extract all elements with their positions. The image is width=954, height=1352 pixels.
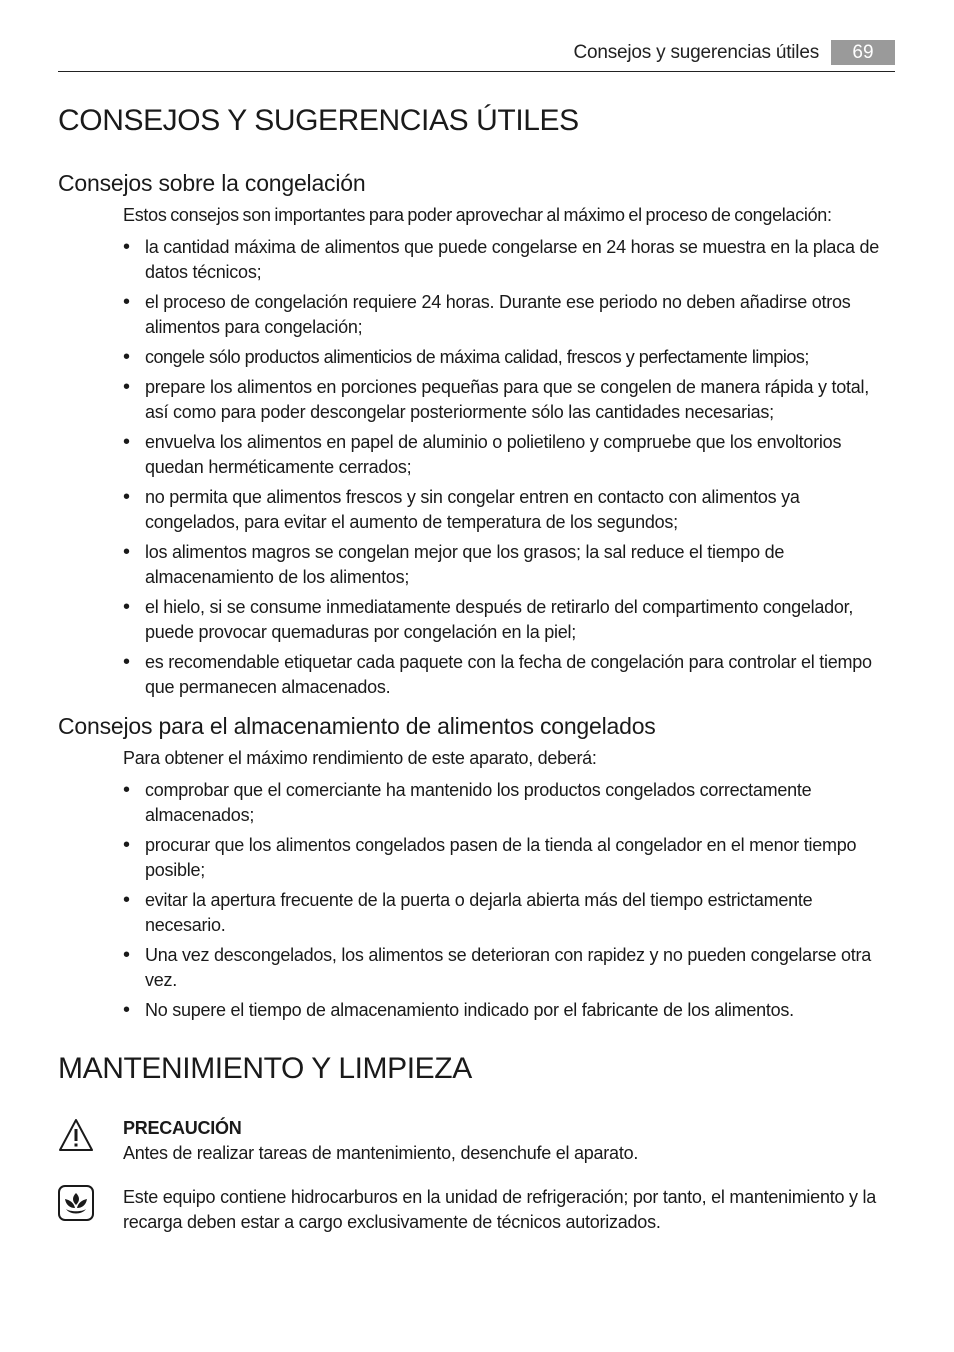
caution-text: Antes de realizar tareas de mantenimiento, desenchufe el aparato. xyxy=(123,1143,639,1163)
freezing-tips-list xyxy=(123,235,895,705)
section-title-tips: CONSEJOS Y SUGERENCIAS ÚTILES xyxy=(58,104,579,137)
subsection-title-storage: Consejos para el almacenamiento de alimentos congelados xyxy=(58,713,656,739)
list-item: • Una vez descongelados, los alimentos se deterioran con rapidez y no pueden congelarse otra vez. xyxy=(123,943,895,993)
list-item: • procurar que los alimentos congelados pasen de la tienda al congelador en el menor tiempo posible; xyxy=(123,833,895,883)
section-title-maintenance: MANTENIMIENTO Y LIMPIEZA xyxy=(58,1052,472,1085)
list-item: • no permita que alimentos frescos y sin congelar entren en contacto con alimentos ya congelados, para evitar el aumento de temperatura de los segundos; xyxy=(123,485,895,535)
storage-intro: Para obtener el máximo rendimiento de este aparato, deberá: xyxy=(123,748,597,768)
list-item: • comprobar que el comerciante ha mantenido los productos congelados correctamente almacenados; xyxy=(123,778,895,828)
list-item: • evitar la apertura frecuente de la puerta o dejarla abierta más del tiempo estrictamente necesario. xyxy=(123,888,895,938)
list-item: • congele sólo productos alimenticios de máxima calidad, frescos y perfectamente limpios; xyxy=(123,345,895,370)
list-item: • No supere el tiempo de almacenamiento indicado por el fabricante de los alimentos. xyxy=(123,998,895,1023)
warning-triangle-icon xyxy=(58,1117,94,1153)
list-item: • prepare los alimentos en porciones pequeñas para que se congelen de manera rápida y total, así como para poder descongelar posteriormente sólo las cantidades necesarias; xyxy=(123,375,895,425)
list-item: • envuelva los alimentos en papel de aluminio o polietileno y compruebe que los envoltorios quedan herméticamente cerrados; xyxy=(123,430,895,480)
list-item: • el hielo, si se consume inmediatamente después de retirarlo del compartimento congelador, puede provocar quemaduras por congelación en la piel; xyxy=(123,595,895,645)
environment-text: Este equipo contiene hidrocarburos en la unidad de refrigeración; por tanto, el mantenimiento y la recarga deben estar a cargo exclusivamente de técnicos autorizados. xyxy=(123,1187,876,1232)
list-item: • la cantidad máxima de alimentos que puede congelarse en 24 horas se muestra en la placa de datos técnicos; xyxy=(123,235,895,285)
caution-label: PRECAUCIÓN xyxy=(123,1118,242,1138)
list-item: • los alimentos magros se congelan mejor que los grasos; la sal reduce el tiempo de almacenamiento de los alimentos; xyxy=(123,540,895,590)
storage-tips-list xyxy=(123,778,895,1028)
page-header xyxy=(58,40,895,72)
freezing-intro: Estos consejos son importantes para poder aprovechar al máximo el proceso de congelación: xyxy=(123,205,832,225)
list-item: • el proceso de congelación requiere 24 horas. Durante ese periodo no deben añadirse otros alimentos para congelación; xyxy=(123,290,895,340)
subsection-title-freezing: Consejos sobre la congelación xyxy=(58,170,366,196)
page-number: 69 xyxy=(831,40,895,65)
header-title: Consejos y sugerencias útiles xyxy=(573,42,819,63)
environment-info-icon xyxy=(58,1185,94,1221)
list-item: • es recomendable etiquetar cada paquete con la fecha de congelación para controlar el tiempo que permanecen almacenados. xyxy=(123,650,895,700)
